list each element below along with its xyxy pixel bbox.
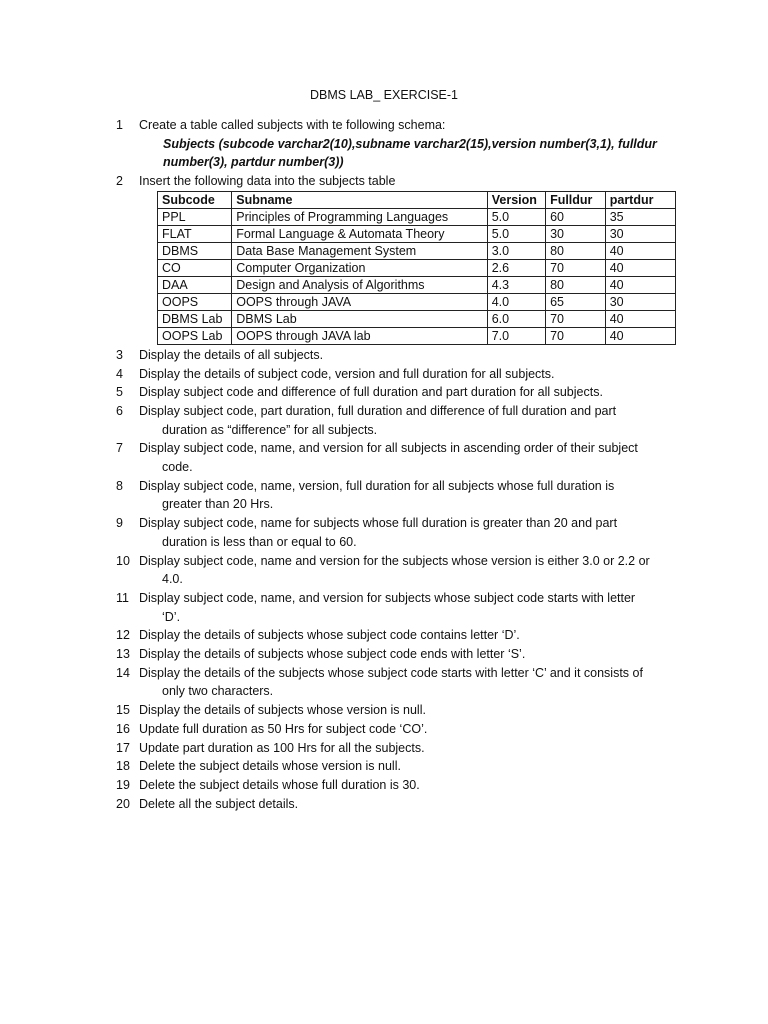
table-cell: 5.0 [487,225,545,242]
item-text: code. [162,460,193,475]
table-cell: FLAT [158,225,232,242]
list-item-continuation [116,682,676,701]
table-body [158,208,676,344]
table-cell: 80 [546,242,606,259]
schema-definition [163,135,673,172]
item-text: duration as “difference” for all subjects. [162,422,378,437]
list-item-continuation [116,570,676,589]
item-text: Display the details of subject code, version and full duration for all subjects. [139,366,555,381]
item-text: Display the details of subjects whose subject code contains letter ‘D’. [139,628,520,643]
table-cell: 7.0 [487,327,545,344]
list-item [116,701,676,720]
item-number-spacer [116,533,139,552]
list-item [116,739,676,758]
item-number: 8 [116,478,123,493]
item-text: Display subject code, name and version for the subjects whose version is either 3.0 or 2.2 or [139,553,650,568]
item-text: Update full duration as 50 Hrs for subject code ‘CO’. [139,721,428,736]
table-cell: 35 [605,208,675,225]
item-text: Display subject code, part duration, full duration and difference of full duration and part [139,403,617,418]
schema-line: number(3), partdur number(3)) [163,155,344,170]
item-text: Display the details of the subjects whose subject code starts with letter ‘C’ and it consists of [139,665,643,680]
item-number: 14 [116,665,130,680]
table-cell: DBMS [158,242,232,259]
list-item [116,172,676,191]
item-text: Delete the subject details whose full duration is 30. [139,777,420,792]
list-item [116,757,676,776]
table-cell: CO [158,259,232,276]
table-cell: Data Base Management System [232,242,488,259]
list-item [116,552,676,571]
column-header: partdur [605,191,675,208]
list-item [116,116,676,135]
list-item [116,383,676,402]
item-number-spacer [116,682,139,701]
column-header: Subname [232,191,488,208]
table-cell: OOPS Lab [158,327,232,344]
table-cell: 70 [546,310,606,327]
table-cell: 40 [605,310,675,327]
item-text: Display subject code, name for subjects whose full duration is greater than 20 and part [139,516,618,531]
table-cell: 2.6 [487,259,545,276]
item-number: 1 [116,118,123,132]
list-item-continuation [116,533,676,552]
subjects-table [157,191,676,345]
item-number: 5 [116,385,123,400]
table-cell: 4.0 [487,293,545,310]
table-cell: 3.0 [487,242,545,259]
table-cell: 80 [546,276,606,293]
item-text: duration is less than or equal to 60. [162,534,357,549]
list-item-continuation [116,458,676,477]
item-number-spacer [116,421,139,440]
item-number: 13 [116,647,130,662]
item-text: greater than 20 Hrs. [162,497,274,512]
item-text: Create a table called subjects with te following schema: [139,118,446,132]
table-cell: 40 [605,327,675,344]
table-cell: 4.3 [487,276,545,293]
item-text: Delete all the subject details. [139,796,299,811]
table-cell: OOPS [158,293,232,310]
table-row [158,242,676,259]
list-item [116,439,676,458]
list-item [116,365,676,384]
column-header: Subcode [158,191,232,208]
item-text: only two characters. [162,684,274,699]
table-cell: DBMS Lab [158,310,232,327]
item-number: 4 [116,366,123,381]
item-number: 7 [116,441,123,456]
item-text: Update part duration as 100 Hrs for all the subjects. [139,740,425,755]
item-text: Display the details of subjects whose subject code ends with letter ‘S’. [139,647,526,662]
table-cell: 6.0 [487,310,545,327]
item-number: 20 [116,796,130,811]
item-text: Display subject code, name, and version for subjects whose subject code starts with letter [139,590,636,605]
item-number: 6 [116,403,123,418]
item-number: 12 [116,628,130,643]
item-number: 15 [116,703,130,718]
list-item [116,626,676,645]
item-number-spacer [116,458,139,477]
table-cell: 5.0 [487,208,545,225]
item-number: 17 [116,740,130,755]
item-number: 19 [116,777,130,792]
item-text: Display subject code, name, and version for all subjects in ascending order of their subject [139,441,638,456]
item-text: ‘D’. [162,609,181,624]
table-cell: 30 [546,225,606,242]
schema-line: Subjects (subcode varchar2(10),subname varchar2(15),version number(3,1), fulldur [163,136,657,151]
table-cell: PPL [158,208,232,225]
item-number: 11 [116,590,129,605]
table-row [158,327,676,344]
table-row [158,259,676,276]
table-cell: 30 [605,225,675,242]
item-text: Display subject code, name, version, full duration for all subjects whose full duration is [139,478,615,493]
list-item [116,776,676,795]
table-cell: 65 [546,293,606,310]
list-item [116,514,676,533]
item-number: 16 [116,721,130,736]
item-number-spacer [116,570,139,589]
item-text: 4.0. [162,572,183,587]
remaining-items [116,346,676,814]
list-item-continuation [116,495,676,514]
table-cell: 40 [605,242,675,259]
item-number-spacer [116,608,139,627]
item-text: Display the details of all subjects. [139,347,324,362]
list-item [116,589,676,608]
list-item [116,720,676,739]
list-item [116,664,676,683]
list-item-continuation [116,608,676,627]
item-text: Display subject code and difference of full duration and part duration for all subjects. [139,385,603,400]
list-item-continuation [116,421,676,440]
table-cell: OOPS through JAVA [232,293,488,310]
item-number: 3 [116,347,123,362]
table-cell: 60 [546,208,606,225]
table-cell: Formal Language & Automata Theory [232,225,488,242]
item-text: Insert the following data into the subjects table [139,174,396,189]
table-cell: 30 [605,293,675,310]
column-header: Version [487,191,545,208]
table-row [158,208,676,225]
table-cell: Principles of Programming Languages [232,208,488,225]
table-row [158,276,676,293]
table-cell: Computer Organization [232,259,488,276]
table-cell: 70 [546,327,606,344]
table-cell: 40 [605,259,675,276]
item-number: 18 [116,759,130,774]
table-cell: Design and Analysis of Algorithms [232,276,488,293]
item-text: Delete the subject details whose version is null. [139,759,401,774]
table-header-row [158,191,676,208]
list-item [116,645,676,664]
table-row [158,293,676,310]
table-row [158,310,676,327]
page-title: DBMS LAB_ EXERCISE-1 [310,88,458,102]
table-cell: OOPS through JAVA lab [232,327,488,344]
item-number-spacer [116,495,139,514]
table-cell: 70 [546,259,606,276]
table-row [158,225,676,242]
item-number: 2 [116,174,123,189]
list-item [116,402,676,421]
item-number: 9 [116,516,123,531]
table-cell: DAA [158,276,232,293]
list-item [116,477,676,496]
exercise-list [116,116,676,813]
list-item [116,346,676,365]
table-cell: 40 [605,276,675,293]
table-cell: DBMS Lab [232,310,488,327]
item-text: Display the details of subjects whose version is null. [139,703,426,718]
item-number: 10 [116,553,130,568]
list-item [116,795,676,814]
column-header: Fulldur [546,191,606,208]
